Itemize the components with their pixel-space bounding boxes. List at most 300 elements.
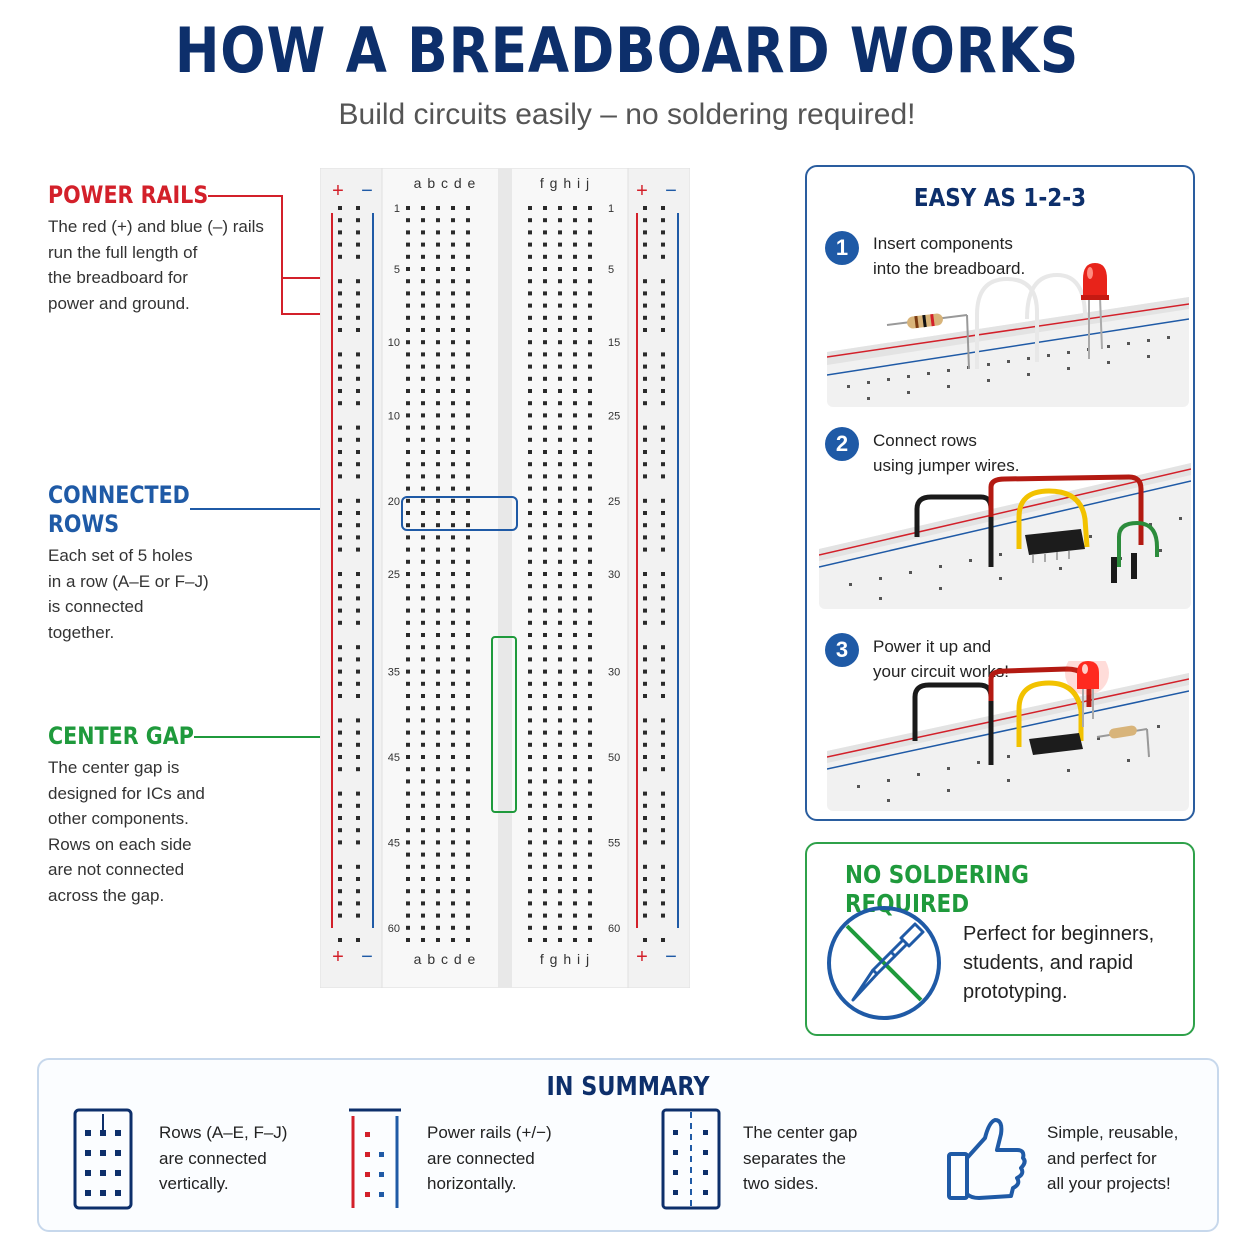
hole — [528, 889, 532, 893]
rail-hole — [338, 584, 342, 588]
hole — [436, 304, 440, 308]
hole — [558, 572, 562, 576]
hole — [406, 865, 410, 869]
rail-hole — [661, 243, 665, 247]
hole — [573, 572, 577, 576]
hole — [543, 584, 547, 588]
power-rails-line-1: The red (+) and blue (–) rails — [48, 217, 264, 236]
summary-power-line-2: are connected — [427, 1148, 535, 1168]
hole — [558, 218, 562, 222]
hole — [406, 926, 410, 930]
summary-power-line-3: horizontally. — [427, 1174, 517, 1193]
rail-hole — [661, 718, 665, 722]
hole — [451, 426, 455, 430]
hole — [436, 865, 440, 869]
rail-hole — [661, 255, 665, 259]
hole — [406, 377, 410, 381]
hole — [436, 206, 440, 210]
hole — [588, 877, 592, 881]
rail-hole — [643, 621, 647, 625]
hole — [573, 792, 577, 796]
rail-hole — [338, 938, 342, 942]
power-rails-line-3: the breadboard for — [48, 268, 188, 287]
hole — [436, 548, 440, 552]
rail-hole — [643, 804, 647, 808]
hole — [588, 828, 592, 832]
rail-hole — [643, 584, 647, 588]
hole — [588, 694, 592, 698]
rail-hole — [356, 731, 360, 735]
rail-hole — [356, 426, 360, 430]
hole — [543, 694, 547, 698]
rail-hole — [356, 743, 360, 747]
right-row-label: 5 — [608, 264, 615, 276]
left-row-label: 60 — [387, 922, 400, 935]
hole — [558, 694, 562, 698]
hole — [543, 377, 547, 381]
hole — [451, 328, 455, 332]
hole — [406, 413, 410, 417]
summary-simple-text — [1047, 1120, 1178, 1197]
hole — [421, 243, 425, 247]
left-row-label: 45 — [387, 837, 400, 850]
hole — [451, 438, 455, 442]
hole — [421, 450, 425, 454]
rail-hole — [643, 816, 647, 820]
no-soldering-line-2: students, and rapid — [963, 952, 1134, 974]
hole — [466, 792, 470, 796]
right-column-letters-top: f g h i j — [539, 175, 591, 191]
hole — [451, 584, 455, 588]
rail-hole — [643, 840, 647, 844]
rail-hole — [338, 523, 342, 527]
hole — [451, 401, 455, 405]
hole — [543, 328, 547, 332]
hole — [436, 767, 440, 771]
hole — [573, 645, 577, 649]
rail-hole — [643, 657, 647, 661]
right-plus-bottom: + — [636, 946, 648, 968]
hole — [451, 621, 455, 625]
hole — [528, 535, 532, 539]
hole — [466, 243, 470, 247]
hole — [406, 828, 410, 832]
hole — [421, 572, 425, 576]
hole — [451, 755, 455, 759]
hole — [558, 267, 562, 271]
rail-hole — [356, 596, 360, 600]
rail-hole — [661, 755, 665, 759]
hole — [573, 840, 577, 844]
hole — [528, 657, 532, 661]
hole — [558, 767, 562, 771]
rail-hole — [643, 828, 647, 832]
rail-hole — [661, 865, 665, 869]
hole — [558, 328, 562, 332]
hole — [406, 511, 410, 515]
hole — [543, 279, 547, 283]
rail-hole — [643, 767, 647, 771]
hole — [436, 816, 440, 820]
hole — [588, 523, 592, 527]
hole — [588, 218, 592, 222]
hole — [406, 633, 410, 637]
hole — [436, 792, 440, 796]
hole — [528, 230, 532, 234]
hole — [421, 548, 425, 552]
hole — [406, 779, 410, 783]
hole — [588, 304, 592, 308]
hole — [573, 596, 577, 600]
hole — [421, 389, 425, 393]
hole — [543, 731, 547, 735]
hole — [466, 657, 470, 661]
right-row-label: 50 — [608, 752, 621, 764]
rail-hole — [661, 352, 665, 356]
rail-hole — [643, 914, 647, 918]
hole — [588, 462, 592, 466]
hole — [406, 755, 410, 759]
hole — [588, 316, 592, 320]
rail-hole — [643, 438, 647, 442]
hole — [588, 377, 592, 381]
hole — [588, 572, 592, 576]
rail-hole — [661, 438, 665, 442]
rail-hole — [661, 426, 665, 430]
hole — [573, 718, 577, 722]
step-3-badge: 3 — [825, 633, 859, 667]
right-column-letters-bottom: f g h i j — [539, 951, 591, 967]
hole — [421, 365, 425, 369]
hole — [573, 462, 577, 466]
hole — [543, 877, 547, 881]
rail-hole — [661, 365, 665, 369]
hole — [406, 584, 410, 588]
rail-hole — [338, 914, 342, 918]
rail-hole — [661, 731, 665, 735]
hole — [543, 413, 547, 417]
hole — [558, 377, 562, 381]
hole — [588, 291, 592, 295]
rail-hole — [338, 694, 342, 698]
hole — [573, 230, 577, 234]
rail-hole — [356, 657, 360, 661]
hole — [558, 633, 562, 637]
hole — [466, 755, 470, 759]
hole — [436, 328, 440, 332]
hole — [451, 267, 455, 271]
hole — [421, 438, 425, 442]
hole — [421, 938, 425, 942]
rail-hole — [643, 670, 647, 674]
hole — [558, 731, 562, 735]
hole — [573, 657, 577, 661]
hole — [406, 462, 410, 466]
thumbs-up-icon — [945, 1116, 1029, 1204]
steps-title: EASY AS 1-2-3 — [913, 183, 1087, 212]
rail-hole — [338, 670, 342, 674]
hole — [421, 670, 425, 674]
rail-hole — [356, 438, 360, 442]
hole — [406, 365, 410, 369]
power-rails-icon — [345, 1108, 405, 1212]
rail-hole — [661, 889, 665, 893]
left-row-label: 5 — [393, 264, 400, 276]
hole — [573, 340, 577, 344]
hole — [466, 609, 470, 613]
hole — [451, 316, 455, 320]
hole — [451, 304, 455, 308]
hole — [573, 487, 577, 491]
rail-hole — [338, 243, 342, 247]
rail-hole — [338, 828, 342, 832]
rail-hole — [338, 535, 342, 539]
hole — [543, 243, 547, 247]
hole — [466, 718, 470, 722]
rail-hole — [643, 316, 647, 320]
rail-hole — [338, 377, 342, 381]
hole — [451, 865, 455, 869]
rail-hole — [661, 304, 665, 308]
hole — [436, 633, 440, 637]
hole — [466, 901, 470, 905]
rail-hole — [338, 731, 342, 735]
hole — [406, 718, 410, 722]
hole — [558, 365, 562, 369]
hole — [543, 743, 547, 747]
rail-hole — [356, 401, 360, 405]
hole — [466, 682, 470, 686]
hole — [543, 548, 547, 552]
hole — [543, 621, 547, 625]
hole — [588, 914, 592, 918]
hole — [421, 718, 425, 722]
hole — [436, 718, 440, 722]
rail-hole — [338, 718, 342, 722]
hole — [543, 596, 547, 600]
hole — [588, 243, 592, 247]
hole — [436, 657, 440, 661]
right-row-label: 30 — [608, 569, 621, 581]
hole — [421, 767, 425, 771]
hole — [558, 645, 562, 649]
hole — [588, 938, 592, 942]
hole — [528, 474, 532, 478]
hole — [466, 572, 470, 576]
rail-hole — [338, 804, 342, 808]
step-1-line-2: into the breadboard. — [873, 259, 1026, 278]
hole — [558, 657, 562, 661]
hole — [451, 535, 455, 539]
hole — [436, 255, 440, 259]
hole — [436, 218, 440, 222]
rail-hole — [661, 584, 665, 588]
hole — [436, 413, 440, 417]
right-plus-top: + — [636, 180, 648, 202]
rail-hole — [356, 230, 360, 234]
hole — [588, 926, 592, 930]
hole — [573, 474, 577, 478]
hole — [543, 426, 547, 430]
hole — [558, 389, 562, 393]
hole — [543, 657, 547, 661]
hole — [543, 304, 547, 308]
hole — [558, 804, 562, 808]
hole — [436, 487, 440, 491]
center-gap-icon — [661, 1108, 721, 1212]
rail-hole — [643, 365, 647, 369]
hole — [451, 279, 455, 283]
hole — [421, 779, 425, 783]
rail-hole — [643, 389, 647, 393]
hole — [451, 633, 455, 637]
hole — [406, 279, 410, 283]
rail-hole — [338, 609, 342, 613]
rail-hole — [643, 548, 647, 552]
hole — [588, 511, 592, 515]
hole — [558, 853, 562, 857]
connected-rows-callout — [48, 481, 288, 645]
hole — [543, 365, 547, 369]
hole — [588, 279, 592, 283]
hole — [543, 450, 547, 454]
hole — [451, 889, 455, 893]
hole — [466, 279, 470, 283]
hole — [543, 572, 547, 576]
rail-hole — [661, 657, 665, 661]
hole — [466, 938, 470, 942]
hole — [466, 853, 470, 857]
rail-hole — [661, 377, 665, 381]
hole — [558, 352, 562, 356]
hole — [588, 816, 592, 820]
hole — [406, 426, 410, 430]
hole — [421, 694, 425, 698]
hole — [588, 792, 592, 796]
hole — [543, 901, 547, 905]
hole — [588, 670, 592, 674]
hole — [573, 694, 577, 698]
rail-hole — [643, 938, 647, 942]
hole — [543, 511, 547, 515]
left-row-label: 25 — [387, 569, 400, 581]
hole — [466, 365, 470, 369]
rail-hole — [661, 609, 665, 613]
rail-hole — [643, 889, 647, 893]
hole — [451, 804, 455, 808]
right-row-label: 25 — [608, 410, 621, 423]
hole — [421, 609, 425, 613]
hole — [451, 828, 455, 832]
rail-hole — [661, 279, 665, 283]
hole — [436, 804, 440, 808]
hole — [421, 218, 425, 222]
hole — [421, 304, 425, 308]
hole — [573, 389, 577, 393]
rail-hole — [338, 401, 342, 405]
rail-hole — [661, 828, 665, 832]
hole — [451, 731, 455, 735]
hole — [406, 877, 410, 881]
hole — [421, 499, 425, 503]
rail-hole — [661, 474, 665, 478]
hole — [588, 255, 592, 259]
rail-hole — [356, 621, 360, 625]
hole — [436, 889, 440, 893]
right-row-label: 25 — [608, 495, 621, 508]
rail-hole — [661, 230, 665, 234]
hole — [406, 401, 410, 405]
hole — [466, 316, 470, 320]
hole — [406, 731, 410, 735]
hole — [573, 401, 577, 405]
left-column-letters-bottom: a b c d e — [413, 951, 477, 967]
hole — [573, 767, 577, 771]
rail-hole — [338, 426, 342, 430]
rail-hole — [356, 511, 360, 515]
hole — [528, 914, 532, 918]
rail-hole — [356, 316, 360, 320]
hole — [436, 499, 440, 503]
hole — [421, 828, 425, 832]
hole — [406, 535, 410, 539]
hole — [436, 926, 440, 930]
right-row-label: 60 — [608, 922, 621, 935]
hole — [573, 243, 577, 247]
hole — [466, 596, 470, 600]
hole — [466, 413, 470, 417]
rail-hole — [356, 840, 360, 844]
hole — [436, 523, 440, 527]
hole — [528, 840, 532, 844]
right-minus-bottom: − — [665, 946, 677, 968]
hole — [436, 682, 440, 686]
rail-hole — [356, 816, 360, 820]
rail-hole — [643, 865, 647, 869]
hole — [451, 548, 455, 552]
rail-hole — [338, 365, 342, 369]
hole — [588, 767, 592, 771]
rail-hole — [356, 535, 360, 539]
hole — [588, 450, 592, 454]
hole — [451, 792, 455, 796]
rail-hole — [643, 755, 647, 759]
left-plus-bottom: + — [332, 946, 344, 968]
hole — [421, 682, 425, 686]
rail-hole — [338, 901, 342, 905]
rail-hole — [338, 218, 342, 222]
hole — [451, 816, 455, 820]
hole — [558, 243, 562, 247]
hole — [558, 279, 562, 283]
hole — [588, 206, 592, 210]
rail-hole — [356, 828, 360, 832]
hole — [466, 377, 470, 381]
hole — [421, 560, 425, 564]
hole — [436, 938, 440, 942]
hole — [406, 450, 410, 454]
hole — [573, 816, 577, 820]
hole — [543, 926, 547, 930]
rows-icon — [73, 1108, 135, 1212]
connected-rows-heading-2: ROWS — [48, 510, 120, 538]
hole — [558, 596, 562, 600]
hole — [528, 670, 532, 674]
hole — [466, 487, 470, 491]
hole — [588, 365, 592, 369]
no-soldering-title: NO SOLDERING REQUIRED — [845, 860, 1029, 918]
step-3-line-1: Power it up and — [873, 637, 992, 656]
